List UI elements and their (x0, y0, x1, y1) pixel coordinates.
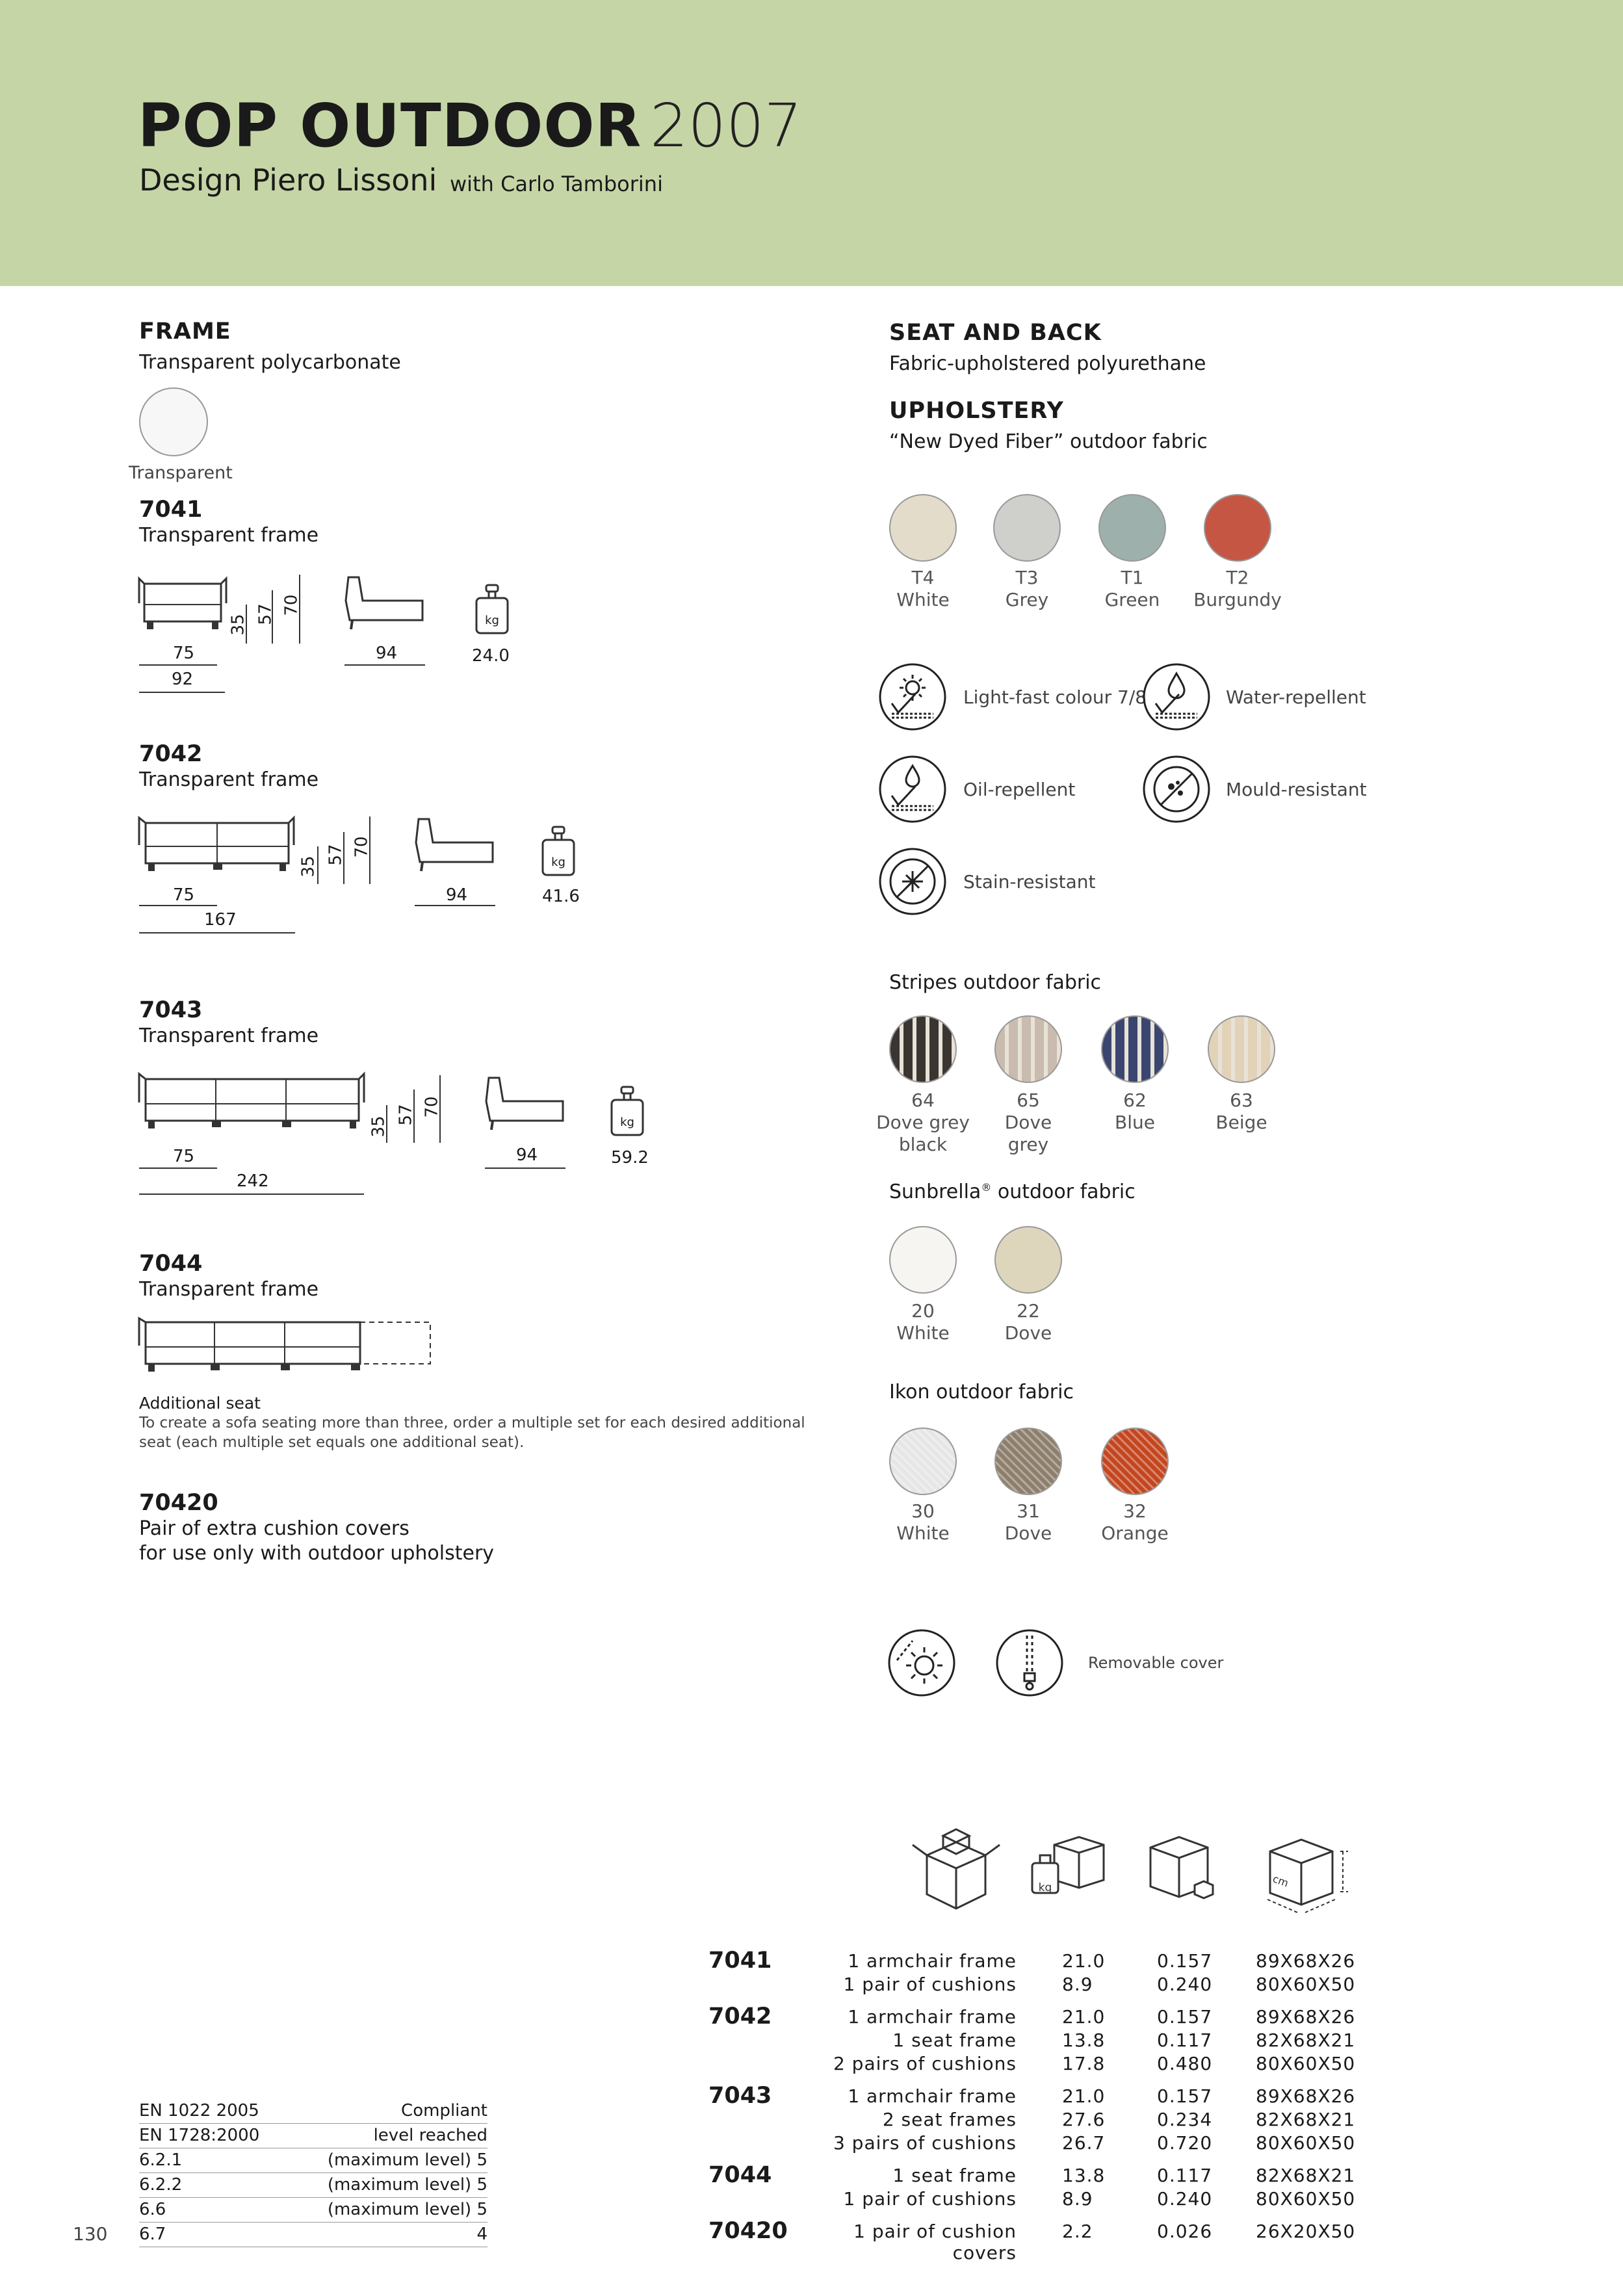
feature-label: Water-repellent (1226, 686, 1366, 708)
swatch-name: White (896, 589, 950, 610)
upholstery-title: UPHOLSTERY (889, 398, 1064, 424)
pack-item-weight: 21.0 (1062, 2085, 1106, 2107)
dim-line (299, 575, 300, 644)
pack-item-desc: 2 pairs of cushions (833, 2053, 1017, 2074)
pack-item-dimensions: 80X60X50 (1256, 1974, 1356, 1995)
pack-cm-label: cm (1271, 1872, 1290, 1890)
sofa-2-front-drawing (138, 814, 294, 885)
swatch-code: 64 (911, 1089, 935, 1111)
pack-model-code: 70420 (708, 2218, 788, 2244)
dim-line (485, 1168, 565, 1169)
stripes-title: Stripes outdoor fabric (889, 971, 1102, 994)
dim-depth: 94 (516, 1145, 538, 1165)
pack-item-dimensions: 80X60X50 (1256, 2053, 1356, 2074)
norm-value: Compliant (401, 2101, 487, 2120)
dim-line (139, 1194, 364, 1195)
swatch-code: 20 (911, 1300, 935, 1322)
swatch-code: T3 (1015, 567, 1039, 588)
pack-item-weight: 2.2 (1062, 2221, 1093, 2242)
fabric-swatch (1204, 494, 1271, 562)
norm-name: EN 1728:2000 (139, 2126, 260, 2145)
swatch-name: Beige (1215, 1112, 1267, 1133)
pack-item-volume: 0.240 (1157, 2188, 1213, 2210)
model-code-7044: 7044 (139, 1251, 203, 1277)
pack-item-volume: 0.240 (1157, 1974, 1213, 1995)
pack-item-desc: 1 pair of cushions (843, 1974, 1017, 1995)
pack-item-desc: 1 pair of cushion covers (853, 2221, 1017, 2263)
pack-item-volume: 0.157 (1157, 2085, 1213, 2107)
pack-item-volume: 0.234 (1157, 2109, 1213, 2130)
swatch-name: Dove (1004, 1522, 1052, 1544)
dim-width-seat: 75 (173, 885, 195, 905)
norm-name: 6.2.1 (139, 2150, 183, 2170)
swatch-name-2: black (898, 1134, 948, 1155)
dim-line (139, 664, 217, 666)
sunbrella-swatch (889, 1226, 957, 1294)
model-desc-7042: Transparent frame (139, 768, 319, 791)
swatch-name: Green (1104, 589, 1160, 610)
swatch-name: Dove grey (876, 1112, 970, 1133)
pack-item-weight: 8.9 (1062, 2188, 1093, 2210)
sofa-extended-drawing (138, 1320, 437, 1391)
model-desc-7041: Transparent frame (139, 524, 319, 547)
swatch-name: Burgundy (1193, 589, 1282, 610)
weight-value: 59.2 (611, 1148, 649, 1168)
swatch-code: 62 (1123, 1089, 1147, 1111)
swatch-code: 65 (1017, 1089, 1040, 1111)
dim-width-total: 242 (237, 1171, 269, 1191)
dim-line (139, 1168, 217, 1169)
stripe-swatch (994, 1015, 1062, 1083)
transparent-label: Transparent (129, 463, 233, 483)
dim-line (343, 832, 344, 884)
pack-item-desc: 2 seat frames (882, 2109, 1017, 2130)
pack-item-desc: 1 seat frame (892, 2029, 1017, 2051)
feature-label: Oil-repellent (963, 779, 1076, 800)
pack-item-volume: 0.157 (1157, 2006, 1213, 2028)
pack-item-desc: 1 seat frame (892, 2165, 1017, 2186)
swatch-code: T1 (1121, 567, 1144, 588)
dim-h1: 35 (369, 1115, 389, 1138)
pack-item-dimensions: 82X68X21 (1256, 2165, 1356, 2186)
dim-line (139, 692, 225, 693)
dim-line (272, 590, 273, 644)
package-volume-icon (1148, 1834, 1219, 1912)
sunbrella-swatch (994, 1226, 1062, 1294)
swatch-code: T4 (911, 567, 935, 588)
norm-value: (maximum level) 5 (327, 2150, 487, 2170)
feature-label: Light-fast colour 7/8 (963, 686, 1147, 708)
dim-line (139, 905, 217, 906)
model-desc-7044: Transparent frame (139, 1278, 319, 1301)
pack-item-dimensions: 80X60X50 (1256, 2188, 1356, 2210)
norm-name: EN 1022 2005 (139, 2101, 259, 2120)
norm-rule (139, 2197, 487, 2198)
ikon-swatch (889, 1428, 957, 1495)
armchair-front-drawing (138, 572, 229, 644)
weight-value: 24.0 (472, 646, 510, 666)
pack-item-desc: 1 armchair frame (848, 1950, 1017, 1972)
kg-label: kg (485, 614, 499, 627)
weight-icon (474, 584, 510, 637)
pack-item-weight: 8.9 (1062, 1974, 1093, 1995)
stain-icon (877, 846, 948, 917)
norm-rule (139, 2172, 487, 2173)
package-contents-icon (907, 1823, 1005, 1914)
dim-line (317, 846, 318, 884)
additional-seat-title: Additional seat (139, 1394, 261, 1413)
norm-value: 4 (476, 2224, 487, 2244)
norm-name: 6.7 (139, 2224, 166, 2244)
dim-line (139, 932, 295, 933)
pack-model-code: 7042 (708, 2003, 772, 2029)
pack-item-dimensions: 82X68X21 (1256, 2029, 1356, 2051)
weight-value: 41.6 (542, 887, 580, 906)
swatch-code: 63 (1230, 1089, 1253, 1111)
norm-name: 6.6 (139, 2200, 166, 2219)
transparent-swatch (139, 387, 208, 456)
kg-label: kg (620, 1115, 634, 1129)
pack-item-volume: 0.157 (1157, 1950, 1213, 1972)
product-title: POP OUTDOOR (138, 91, 642, 161)
norm-value: (maximum level) 5 (327, 2200, 487, 2219)
pack-item-desc: 1 armchair frame (848, 2085, 1017, 2107)
pack-item-volume: 0.117 (1157, 2165, 1213, 2186)
norm-value: (maximum level) 5 (327, 2175, 487, 2195)
mould-icon (1141, 754, 1212, 824)
dim-h3: 70 (352, 836, 372, 858)
kg-label: kg (551, 855, 565, 869)
dim-width-total: 92 (172, 670, 194, 689)
swatch-name: White (896, 1322, 950, 1344)
pack-item-weight: 13.8 (1062, 2029, 1106, 2051)
pack-item-volume: 0.480 (1157, 2053, 1213, 2074)
designer: Design Piero Lissoni (139, 163, 437, 198)
pack-item-dimensions: 82X68X21 (1256, 2109, 1356, 2130)
pack-item-weight: 21.0 (1062, 1950, 1106, 1972)
pack-item-desc: 3 pairs of cushions (833, 2132, 1017, 2154)
frame-material: Transparent polycarbonate (139, 351, 401, 374)
model-code-7041: 7041 (139, 497, 203, 523)
model-desc-7043: Transparent frame (139, 1024, 319, 1047)
dim-h3: 70 (281, 594, 302, 616)
norm-rule (139, 2222, 487, 2223)
sunlight-care-icon (887, 1628, 957, 1698)
swatch-code: 32 (1123, 1500, 1147, 1522)
product-year: 2007 (650, 91, 803, 161)
dim-h2: 57 (326, 844, 346, 866)
stripe-swatch (1208, 1015, 1275, 1083)
sofa-side-drawing (413, 816, 498, 881)
pack-item-weight: 21.0 (1062, 2006, 1106, 2028)
feature-label: Stain-resistant (963, 871, 1096, 893)
seat-back-material: Fabric-upholstered polyurethane (889, 352, 1206, 375)
seat-back-title: SEAT AND BACK (889, 320, 1102, 346)
dim-line (439, 1075, 441, 1143)
dim-line (344, 664, 425, 666)
upholstery-subtitle: “New Dyed Fiber” outdoor fabric (889, 430, 1208, 453)
swatch-code: 31 (1017, 1500, 1040, 1522)
dim-width-seat: 75 (173, 1147, 195, 1166)
swatch-code: 22 (1017, 1300, 1040, 1322)
fabric-swatch (889, 494, 957, 562)
ikon-title: Ikon outdoor fabric (889, 1381, 1074, 1403)
fabric-swatch (993, 494, 1061, 562)
pack-item-volume: 0.720 (1157, 2132, 1213, 2154)
pack-item-volume: 0.026 (1157, 2221, 1213, 2242)
swatch-name: Grey (1005, 589, 1049, 610)
page-number: 130 (73, 2223, 108, 2245)
dim-width-seat: 75 (173, 644, 195, 663)
model-code-7043: 7043 (139, 997, 203, 1023)
swatch-name: Dove (1004, 1112, 1052, 1133)
pack-item-dimensions: 26X20X50 (1256, 2221, 1356, 2242)
pack-model-code: 7041 (708, 1948, 772, 1974)
extra-covers-line-1: Pair of extra cushion covers (139, 1517, 409, 1540)
swatch-name: White (896, 1522, 950, 1544)
removable-cover-label: Removable cover (1088, 1654, 1224, 1672)
armchair-side-drawing (343, 575, 428, 640)
dim-line (369, 816, 370, 884)
swatch-code: 30 (911, 1500, 935, 1522)
sunbrella-title: Sunbrella® outdoor fabric (889, 1181, 1136, 1203)
weight-icon (610, 1086, 645, 1139)
zip-icon (994, 1628, 1065, 1698)
additional-seat-text-1: To create a sofa seating more than three, order a multiple set for each desired additional (139, 1415, 805, 1431)
pack-model-code: 7043 (708, 2083, 772, 2109)
pack-item-volume: 0.117 (1157, 2029, 1213, 2051)
swatch-name-2: grey (1007, 1134, 1049, 1155)
stripe-swatch (889, 1015, 957, 1083)
ikon-swatch (1101, 1428, 1169, 1495)
dim-h1: 35 (228, 614, 248, 636)
dim-h2: 57 (255, 603, 276, 625)
dim-line (415, 905, 495, 906)
swatch-code: T2 (1226, 567, 1249, 588)
model-code-7042: 7042 (139, 741, 203, 767)
norm-value: level reached (373, 2126, 487, 2145)
extra-covers-line-2: for use only with outdoor upholstery (139, 1542, 495, 1565)
frame-title: FRAME (139, 319, 231, 345)
dim-h2: 57 (396, 1104, 416, 1126)
dim-h3: 70 (422, 1096, 442, 1118)
ikon-swatch (994, 1428, 1062, 1495)
dim-width-total: 167 (204, 910, 237, 930)
dim-line (246, 605, 247, 644)
dim-line (386, 1105, 387, 1143)
dim-depth: 94 (446, 885, 468, 905)
pack-item-dimensions: 89X68X26 (1256, 1950, 1356, 1972)
water-drop-icon (1141, 662, 1212, 732)
sofa-side-drawing (484, 1075, 568, 1140)
pack-kg-label: kg (1038, 1881, 1052, 1894)
norm-name: 6.2.2 (139, 2175, 183, 2195)
collaborator: with Carlo Tamborini (450, 172, 663, 196)
pack-item-weight: 17.8 (1062, 2053, 1106, 2074)
pack-item-desc: 1 armchair frame (848, 2006, 1017, 2028)
pack-item-desc: 1 pair of cushions (843, 2188, 1017, 2210)
dim-depth: 94 (376, 644, 398, 663)
swatch-name: Blue (1115, 1112, 1155, 1133)
additional-seat-text-2: seat (each multiple set equals one additional seat). (139, 1434, 525, 1451)
pack-item-dimensions: 89X68X26 (1256, 2006, 1356, 2028)
swatch-name: Orange (1101, 1522, 1169, 1544)
pack-model-code: 7044 (708, 2162, 772, 2188)
package-weight-icon (1031, 1834, 1109, 1912)
pack-item-dimensions: 89X68X26 (1256, 2085, 1356, 2107)
pack-item-weight: 13.8 (1062, 2165, 1106, 2186)
oil-drop-icon (877, 754, 948, 824)
swatch-name: Dove (1004, 1322, 1052, 1344)
sofa-3-front-drawing (138, 1073, 365, 1144)
norm-rule (139, 2123, 487, 2124)
weight-icon (541, 826, 576, 879)
stripe-swatch (1101, 1015, 1169, 1083)
pack-item-weight: 26.7 (1062, 2132, 1106, 2154)
dim-h1: 35 (298, 855, 318, 878)
sun-icon (877, 662, 948, 732)
pack-item-weight: 27.6 (1062, 2109, 1106, 2130)
dim-line (413, 1089, 415, 1143)
feature-label: Mould-resistant (1226, 779, 1367, 800)
model-code-70420: 70420 (139, 1490, 218, 1516)
fabric-swatch (1098, 494, 1166, 562)
pack-item-dimensions: 80X60X50 (1256, 2132, 1356, 2154)
